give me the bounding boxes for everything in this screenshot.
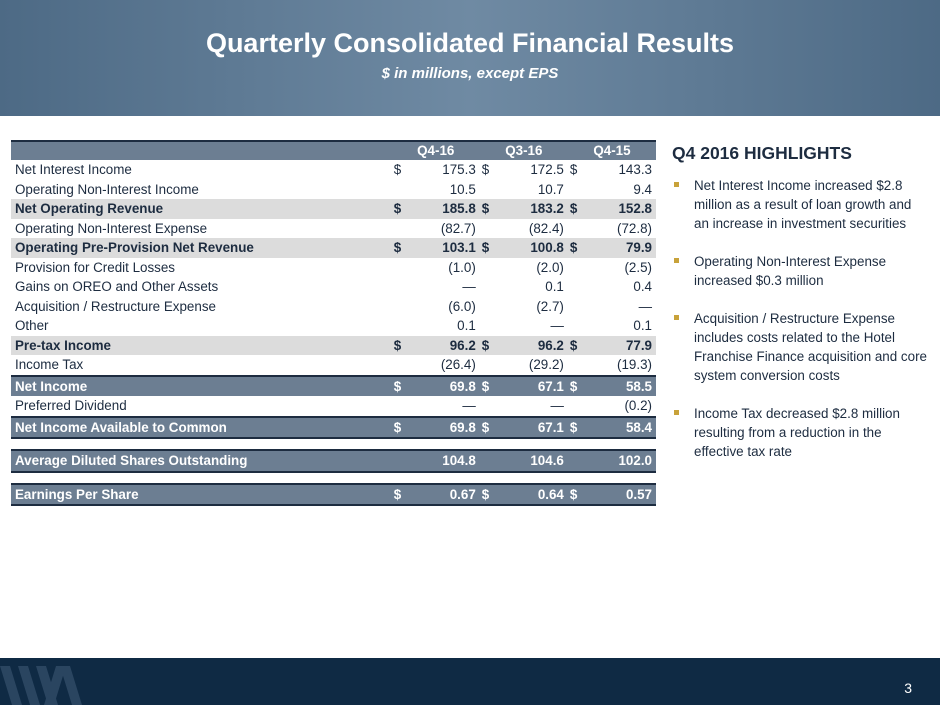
row-label: Gains on OREO and Other Assets	[15, 279, 219, 294]
currency-symbol: $	[568, 199, 582, 219]
row-value: (1.0)	[448, 259, 476, 275]
row-value: 69.8	[406, 376, 480, 397]
bullet-square-icon	[674, 258, 679, 263]
row-value: (2.7)	[536, 298, 564, 314]
currency-symbol: $	[392, 376, 406, 397]
table-row	[11, 219, 656, 239]
table-row	[11, 297, 656, 317]
currency-symbol: $	[569, 162, 578, 177]
row-value: (2.0)	[536, 259, 564, 275]
highlight-text: Income Tax decreased $2.8 million resulting from a reduction in the effective tax rate	[694, 406, 900, 459]
table-header-row	[11, 141, 656, 160]
row-value: —	[494, 396, 568, 417]
highlight-item	[672, 252, 927, 290]
currency-symbol: $	[568, 336, 582, 356]
currency-symbol	[480, 180, 494, 200]
row-value: 0.4	[633, 279, 652, 294]
currency-symbol	[568, 450, 582, 472]
highlight-item	[672, 309, 927, 385]
currency-symbol	[392, 277, 406, 297]
table-row	[11, 450, 656, 472]
currency-symbol: $	[480, 376, 494, 397]
row-value: 58.5	[582, 376, 656, 397]
row-value: 100.8	[494, 238, 568, 258]
row-value: (29.2)	[494, 355, 568, 376]
row-value: 183.2	[494, 199, 568, 219]
table-row	[11, 396, 656, 417]
column-header: Q4-16	[392, 141, 480, 160]
spacer-cell	[11, 438, 656, 450]
currency-symbol	[392, 450, 406, 472]
highlights-title: Q4 2016 HIGHLIGHTS	[672, 143, 852, 163]
row-label: Net Income Available to Common	[11, 417, 392, 439]
table-row	[11, 238, 656, 258]
row-label: Net Operating Revenue	[11, 199, 392, 219]
table-row	[11, 484, 656, 506]
row-value: (82.7)	[440, 220, 476, 236]
spacer-cell	[11, 472, 656, 484]
row-value: 0.1	[633, 318, 652, 333]
row-value: —	[638, 298, 652, 314]
row-value: 104.8	[406, 450, 480, 472]
row-value: (19.3)	[582, 355, 656, 376]
currency-symbol	[392, 316, 406, 336]
page-number: 3	[904, 680, 912, 696]
row-label: Operating Non-Interest Income	[15, 181, 199, 197]
row-label: Operating Non-Interest Expense	[15, 220, 208, 236]
currency-symbol	[480, 316, 494, 336]
row-value: 58.4	[582, 417, 656, 439]
currency-symbol: $	[480, 336, 494, 356]
currency-symbol	[392, 396, 406, 417]
currency-symbol	[392, 219, 406, 239]
table-row	[11, 316, 656, 336]
slide-subtitle: $ in millions, except EPS	[381, 65, 559, 82]
currency-symbol: $	[480, 484, 494, 506]
row-value: 185.8	[406, 199, 480, 219]
slide-header	[0, 0, 940, 116]
currency-symbol: $	[393, 162, 402, 177]
column-header: Q4-15	[568, 141, 656, 160]
currency-symbol: $	[392, 417, 406, 439]
highlight-text: Operating Non-Interest Expense increased $0.3 million	[694, 254, 887, 288]
row-value: 104.6	[494, 450, 568, 472]
row-value: 10.7	[537, 181, 564, 197]
highlight-item	[672, 176, 927, 233]
table-spacer-row	[11, 472, 656, 484]
row-value: 0.57	[582, 484, 656, 506]
currency-symbol: $	[480, 199, 494, 219]
row-value: 0.67	[406, 484, 480, 506]
row-label: Acquisition / Restructure Expense	[15, 298, 216, 314]
row-value: 77.9	[582, 336, 656, 356]
row-value: 79.9	[582, 238, 656, 258]
row-value: 102.0	[582, 450, 656, 472]
currency-symbol: $	[392, 238, 406, 258]
row-value: (6.0)	[448, 298, 476, 314]
currency-symbol	[568, 258, 582, 278]
currency-symbol	[568, 355, 582, 376]
row-value: 175.3	[442, 162, 476, 177]
currency-symbol: $	[392, 336, 406, 356]
currency-symbol: $	[480, 238, 494, 258]
table-row	[11, 258, 656, 278]
bullet-square-icon	[674, 410, 679, 415]
currency-symbol	[480, 219, 494, 239]
currency-symbol	[392, 258, 406, 278]
currency-symbol	[568, 316, 582, 336]
row-value: 103.1	[406, 238, 480, 258]
currency-symbol	[480, 277, 494, 297]
currency-symbol	[568, 396, 582, 417]
row-value: 172.5	[530, 162, 564, 177]
slide-footer	[0, 658, 940, 705]
table-row	[11, 417, 656, 439]
row-value: 10.5	[449, 181, 476, 197]
currency-symbol	[480, 396, 494, 417]
table-row	[11, 376, 656, 397]
highlights-list	[672, 176, 927, 480]
row-label: Operating Pre-Provision Net Revenue	[11, 238, 392, 258]
currency-symbol	[392, 180, 406, 200]
bullet-square-icon	[674, 315, 679, 320]
row-label: Earnings Per Share	[11, 484, 392, 506]
currency-symbol: $	[392, 484, 406, 506]
currency-symbol	[568, 297, 582, 317]
currency-symbol: $	[568, 484, 582, 506]
row-label: Net Interest Income	[15, 162, 132, 177]
row-value: —	[550, 318, 564, 333]
currency-symbol: $	[392, 199, 406, 219]
currency-symbol	[392, 355, 406, 376]
currency-symbol	[480, 450, 494, 472]
currency-symbol: $	[568, 417, 582, 439]
currency-symbol	[568, 219, 582, 239]
row-value: 67.1	[494, 417, 568, 439]
table-row	[11, 277, 656, 297]
row-value: 143.3	[618, 162, 652, 177]
currency-symbol	[480, 355, 494, 376]
row-value: —	[462, 279, 476, 294]
row-label: Average Diluted Shares Outstanding	[11, 450, 392, 472]
currency-symbol: $	[568, 376, 582, 397]
row-value: 0.64	[494, 484, 568, 506]
table-spacer-row	[11, 438, 656, 450]
row-label: Pre-tax Income	[11, 336, 392, 356]
currency-symbol	[480, 258, 494, 278]
currency-symbol	[392, 297, 406, 317]
table-row	[11, 199, 656, 219]
row-value: (26.4)	[406, 355, 480, 376]
row-value: 67.1	[494, 376, 568, 397]
highlight-item	[672, 404, 927, 461]
highlight-text: Acquisition / Restructure Expense includes costs related to the Hotel Franchise Finance acquisition and core system conversion costs	[694, 311, 927, 383]
table-row	[11, 180, 656, 200]
row-value: (0.2)	[582, 396, 656, 417]
row-value: 0.1	[457, 318, 476, 333]
currency-symbol	[480, 297, 494, 317]
currency-symbol	[568, 180, 582, 200]
row-value: 69.8	[406, 417, 480, 439]
row-label: Other	[15, 318, 49, 333]
row-value: 96.2	[494, 336, 568, 356]
financial-results-table	[11, 140, 656, 506]
row-label: Preferred Dividend	[11, 396, 392, 417]
table-row	[11, 355, 656, 376]
row-value: (72.8)	[617, 220, 652, 236]
row-label: Net Income	[11, 376, 392, 397]
header-label-cell	[11, 141, 392, 160]
currency-symbol	[568, 277, 582, 297]
row-value: 96.2	[406, 336, 480, 356]
row-value: (2.5)	[624, 259, 652, 275]
company-logo-icon	[0, 658, 120, 705]
row-value: 0.1	[545, 279, 564, 294]
currency-symbol: $	[480, 417, 494, 439]
row-value: 152.8	[582, 199, 656, 219]
slide-title: Quarterly Consolidated Financial Results	[205, 28, 735, 58]
row-label: Provision for Credit Losses	[15, 259, 176, 275]
table-row	[11, 160, 656, 180]
row-value: 9.4	[633, 181, 652, 197]
bullet-square-icon	[674, 182, 679, 187]
currency-symbol: $	[568, 238, 582, 258]
highlight-text: Net Interest Income increased $2.8 million as a result of loan growth and an increase in investment securities	[694, 178, 912, 231]
row-value: (82.4)	[528, 220, 564, 236]
column-header: Q3-16	[480, 141, 568, 160]
row-label: Income Tax	[11, 355, 392, 376]
table-row	[11, 336, 656, 356]
currency-symbol: $	[481, 162, 490, 177]
row-value: —	[406, 396, 480, 417]
